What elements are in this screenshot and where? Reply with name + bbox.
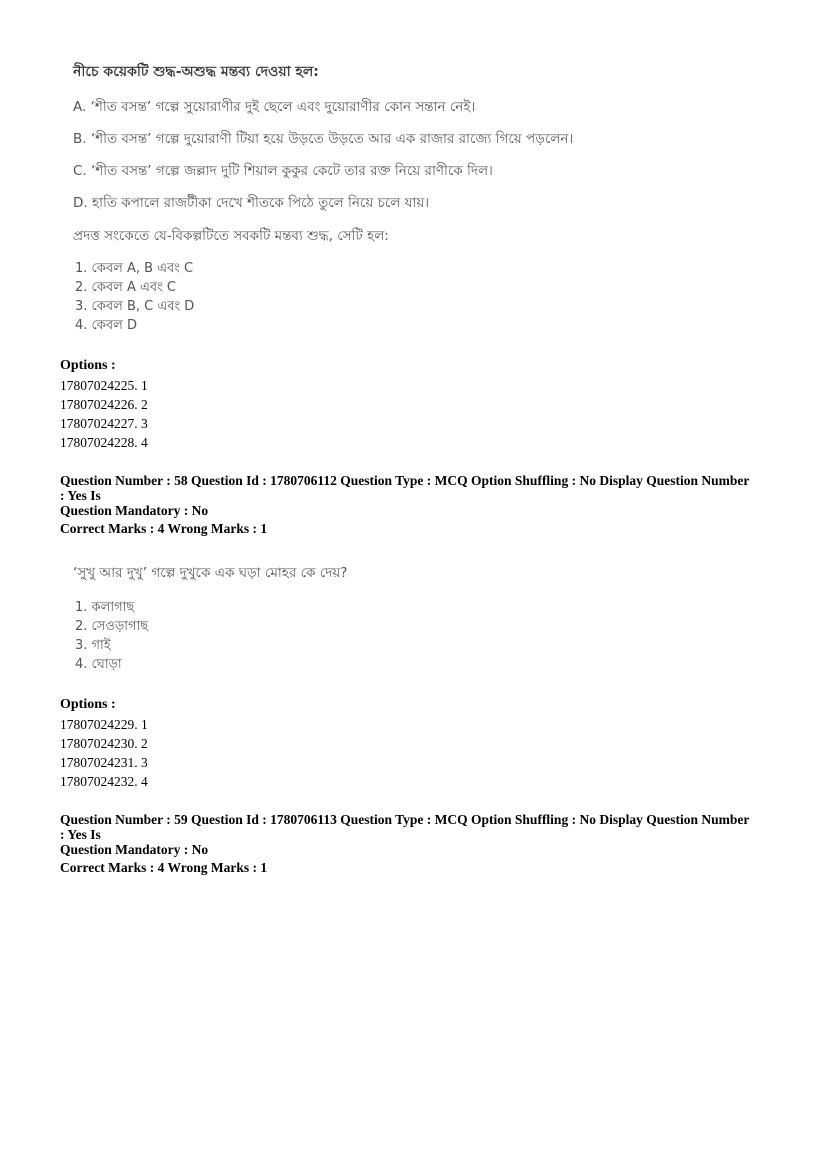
question-58-option-id-2: 17807024226. 2: [60, 397, 148, 412]
question-58-meta: [60, 473, 752, 536]
question-59-marks-line: Correct Marks : 4 Wrong Marks : 1: [60, 860, 268, 875]
question-58-choice-2: 2. কেবল A এবং C: [75, 280, 176, 295]
question-59-choice-3: 3. গাই: [75, 638, 111, 653]
question-58-options-label: Options :: [60, 358, 116, 373]
question-58-statement-d: D. হাতি কপালে রাজটীকা দেখে শীতকে পিঠে তুলে নিয়ে চলে যায়।: [73, 195, 430, 211]
question-58-option-id-3: 17807024227. 3: [60, 416, 148, 431]
question-59-block: [60, 565, 752, 875]
question-59-option-id-2: 17807024230. 2: [60, 736, 148, 751]
question-59-option-id-1: 17807024229. 1: [60, 717, 148, 732]
question-59-choice-2: 2. সেওড়াগাছ: [75, 619, 149, 634]
question-58-option-id-1: 17807024225. 1: [60, 378, 148, 393]
question-58-choice-3: 3. কেবল B, C এবং D: [75, 299, 195, 314]
question-58-prompt: প্রদত্ত সংকেতে যে-বিকল্পটিতে সবকটি মন্তব্য শুদ্ধ, সেটি হল:: [73, 228, 389, 244]
question-58-choice-4: 4. কেবল D: [75, 318, 137, 333]
question-58-block: [60, 64, 752, 536]
question-59-meta-line-1: Question Number : 59 Question Id : 1780706113 Question Type : MCQ Option Shuffling : No Display Question Number : Yes Is: [60, 812, 750, 842]
question-58-statement-a: A. ‘শীত বসন্ত’ গল্পে সুয়োরাণীর দুই ছেলে এবং দুয়োরাণীর কোন সন্তান নেই।: [73, 99, 476, 115]
question-58-meta-line-1: Question Number : 58 Question Id : 1780706112 Question Type : MCQ Option Shuffling : No Display Question Number : Yes Is: [60, 473, 750, 503]
question-59-choice-1: 1. কলাগাছ: [75, 600, 135, 615]
question-59-meta-line-2: Question Mandatory : No: [60, 842, 209, 857]
question-58-meta-line-2: Question Mandatory : No: [60, 503, 209, 518]
question-58-marks-line: Correct Marks : 4 Wrong Marks : 1: [60, 521, 268, 536]
question-58-choice-1: 1. কেবল A, B এবং C: [75, 261, 194, 276]
question-59-option-id-3: 17807024231. 3: [60, 755, 148, 770]
question-58-option-id-4: 17807024228. 4: [60, 435, 148, 450]
question-59-option-id-4: 17807024232. 4: [60, 774, 148, 789]
question-58-statement-c: C. ‘শীত বসন্ত’ গল্পে জল্লাদ দুটি শিয়াল কুকুর কেটে তার রক্ত নিয়ে রাণীকে দিল।: [73, 163, 493, 179]
question-58-intro: নীচে কয়েকটি শুদ্ধ-অশুদ্ধ মন্তব্য দেওয়া হল:: [73, 64, 319, 80]
question-59-text: ‘সুখু আর দুখু’ গল্পে দুখুকে এক ঘড়া মোহর কে দেয়?: [73, 565, 348, 581]
question-58-statement-b: B. ‘শীত বসন্ত’ গল্পে দুয়োরাণী টিয়া হয়ে উড়তে উড়তে আর এক রাজার রাজ্যে গিয়ে পড়লেন।: [73, 131, 574, 147]
question-59-choice-4: 4. ঘোড়া: [75, 657, 122, 672]
question-59-options-label: Options :: [60, 697, 116, 712]
question-59-meta: [60, 812, 752, 875]
